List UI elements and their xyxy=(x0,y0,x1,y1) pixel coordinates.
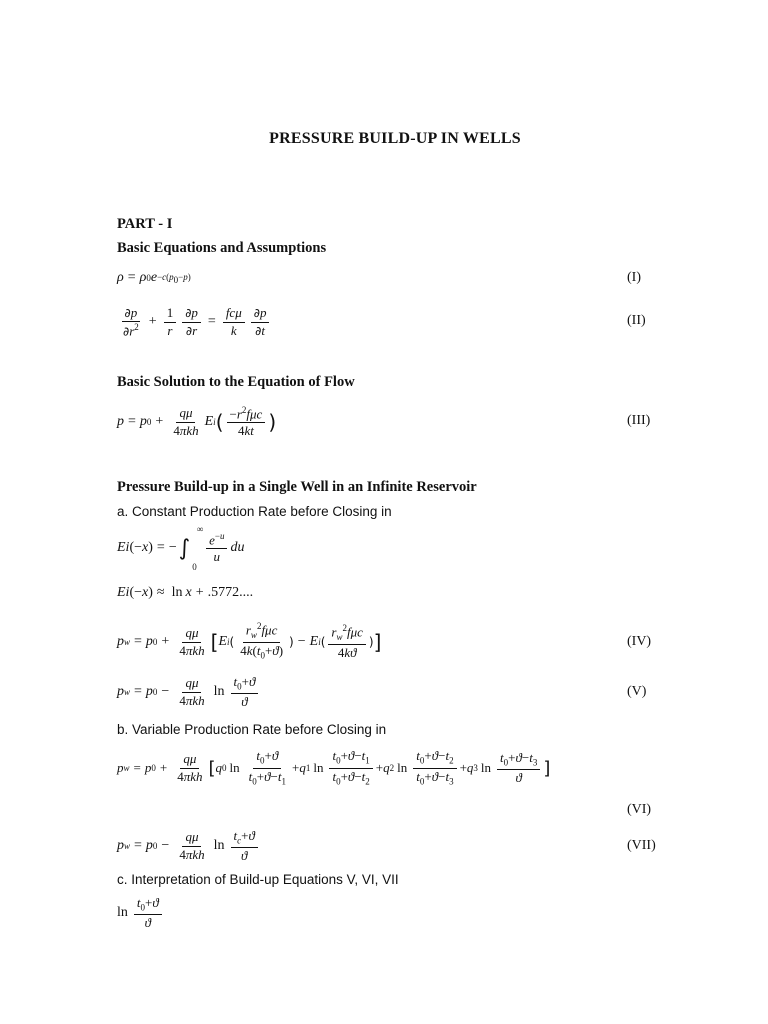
equation-number-vii: (VII) xyxy=(627,838,656,853)
subsection-b: b. Variable Production Rate before Closing in xyxy=(117,722,387,737)
section-basic-equations: Basic Equations and Assumptions xyxy=(117,240,327,256)
part-heading: PART - I xyxy=(117,216,173,232)
equation-ei-approximation: Ei (− x ) ≈ ln x + .5772.... xyxy=(117,585,254,600)
equation-iii: p = p 0 + $\frac{q\mu}{\text{4πkh}}$ E i ( $\frac{-r^2f\mu c}{4kt}$ ) xyxy=(117,404,277,439)
page-title: PRESSURE BUILD-UP IN WELLS xyxy=(269,130,521,147)
equation-number-vi: (VI) xyxy=(627,802,652,817)
equation-number-i: (I) xyxy=(627,270,641,285)
section-basic-solution: Basic Solution to the Equation of Flow xyxy=(117,374,355,390)
subsection-a: a. Constant Production Rate before Closing in xyxy=(117,504,392,519)
euler-constant: .5772.... xyxy=(207,585,254,600)
subsection-c: c. Interpretation of Build-up Equations V, VI, VII xyxy=(117,872,399,887)
equation-vii: p w = p 0 − $\frac{q\mu}{\text{4πkh}}$ ln $\frac{t_c+ϑ}{ϑ}$ xyxy=(117,818,261,874)
section-single-well: Pressure Build-up in a Single Well in an Infinite Reservoir xyxy=(117,479,477,495)
equation-number-v: (V) xyxy=(627,684,647,699)
equation-i: ρ = ρ 0 e $-c(p_0-p)$ xyxy=(117,270,191,285)
equation-ei-integral: Ei (− x ) = − ∫ 0 ∞ $\frac{e^{-u}}{u}$ du xyxy=(117,524,245,572)
equation-number-iv: (IV) xyxy=(627,634,652,649)
equation-iv: p w = p 0 + $\frac{q\mu}{\text{4πkh}}$ [ E i ( $\frac{r_w^2f\mu c}{4k(t_0+ϑ)}$ ) − E i ( $\frac{r_w^2f\mu c}{4kϑ}$ ) ] xyxy=(117,621,382,661)
equation-number-ii: (II) xyxy=(627,313,646,328)
equation-ii: $\frac{\partial p}{\partial r^2}$ + $\frac{1}{r}$ $\frac{\partial p}{\partial r}$ = $\frac{\text{fcμ}}{k}$ $\frac{\partial p}{\partial t}$ xyxy=(117,294,272,350)
equation-ln-ratio: ln $\frac{t_0+ϑ}{ϑ}$ xyxy=(117,888,165,938)
equation-number-iii: (III) xyxy=(627,413,651,428)
equation-v: p w = p 0 − $\frac{q\mu}{\text{4πkh}}$ ln $\frac{t_0+ϑ}{ϑ}$ xyxy=(117,664,261,720)
equation-vi: p w = p 0 + $\frac{q\mu}{\text{4πkh}}$ [ q 0 ln $\frac{t_0+ϑ}{t_0+ϑ-t_1}$ + q 1 ln $\frac{t_0+ϑ-t_1}{t_0+ϑ-t_2}$ + q 2 ln $\frac{t_0+ϑ-t_2}{t_0+ϑ-t_3}$ + q 3 ln $\frac{t_0+ϑ-t_3}{ϑ}$ ] xyxy=(117,748,551,787)
